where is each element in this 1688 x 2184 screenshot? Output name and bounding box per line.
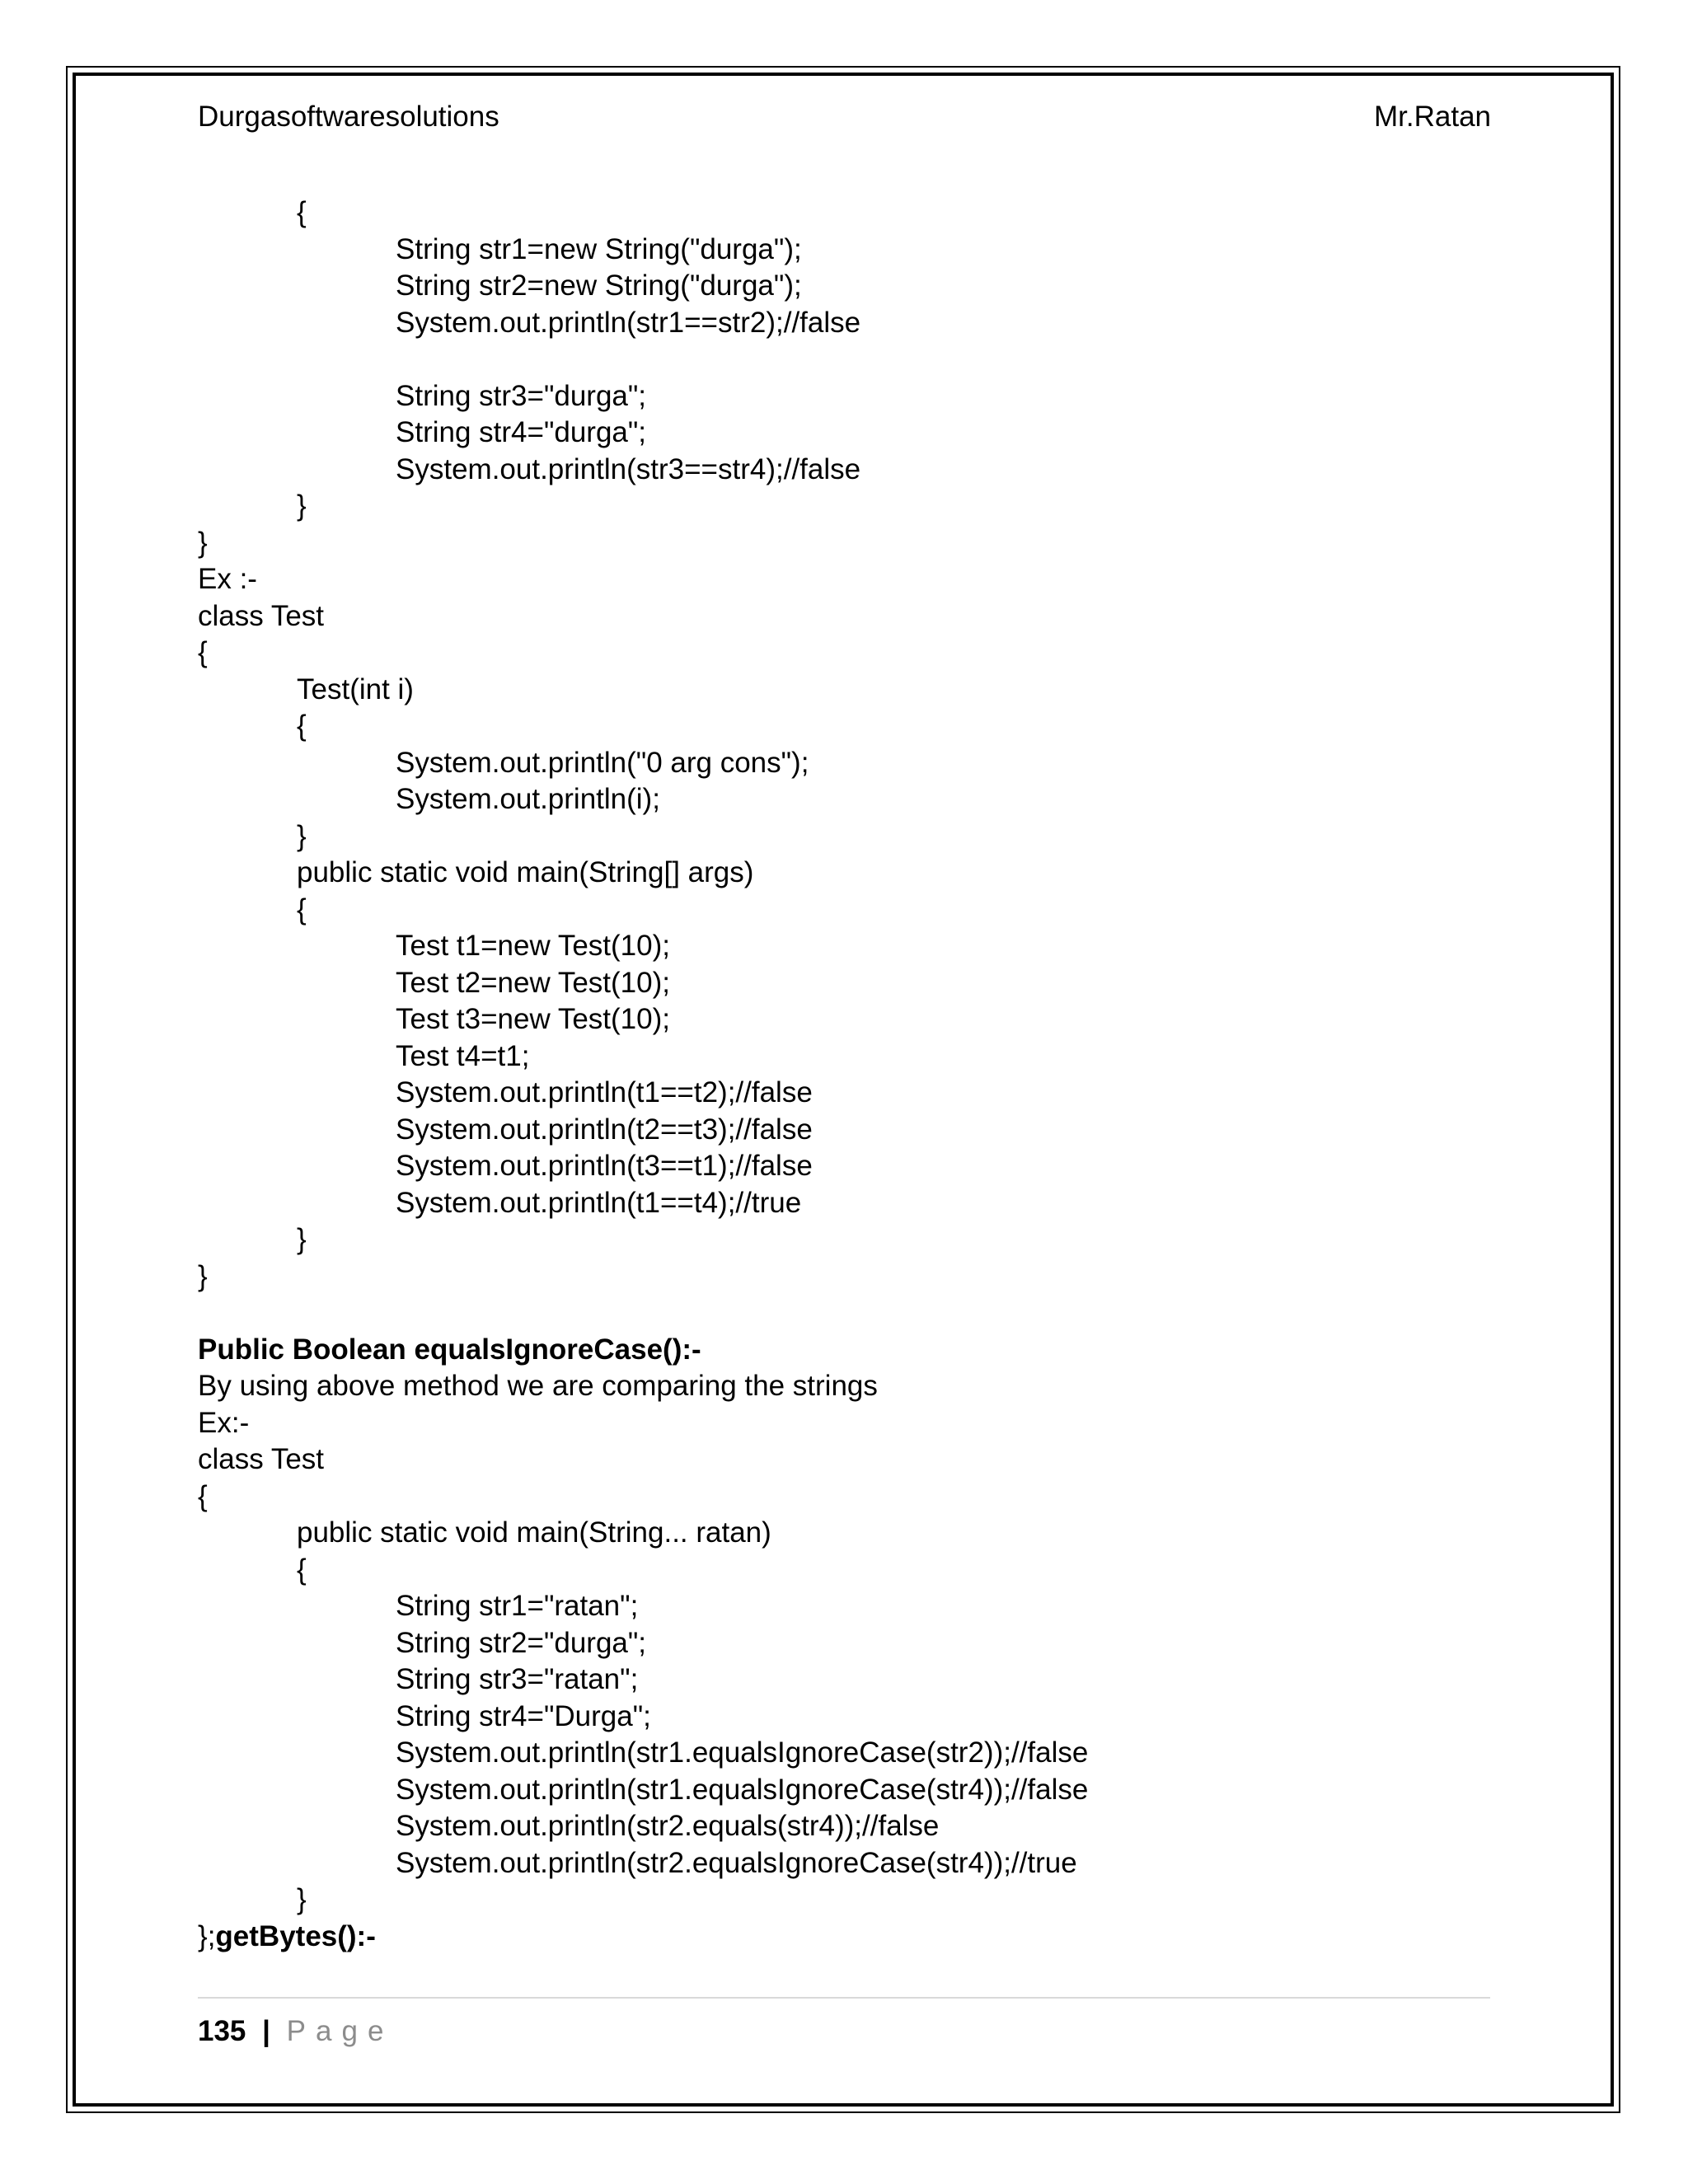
text-line: } <box>297 1223 307 1255</box>
text-line: Ex:- <box>198 1406 250 1439</box>
text-line: System.out.println(i); <box>396 783 660 815</box>
text-line: { <box>297 1553 307 1586</box>
text-line: By using above method we are comparing the strings <box>198 1370 878 1402</box>
page-number: 135 <box>198 2015 246 2047</box>
text-line: } <box>297 819 307 852</box>
text-line: } <box>297 1883 307 1915</box>
text-line: Test t1=new Test(10); <box>396 930 670 962</box>
text-line: System.out.println(str2.equalsIgnoreCase(str4));//true <box>396 1846 1077 1879</box>
text-line: String str3="durga"; <box>396 379 647 412</box>
document-body <box>198 194 1517 1955</box>
text-line: { <box>297 710 307 742</box>
text-line: { <box>198 636 208 668</box>
last-line-prefix: }; <box>198 1919 216 1952</box>
text-line: String str1="ratan"; <box>396 1590 639 1622</box>
section-heading: Public Boolean equalsIgnoreCase():- <box>198 1333 701 1366</box>
text-line: { <box>297 893 307 926</box>
text-line: String str4="Durga"; <box>396 1699 651 1732</box>
text-line: { <box>297 196 307 228</box>
text-line: String str3="ratan"; <box>396 1663 639 1695</box>
blank-line <box>198 1295 1517 1332</box>
text-line: } <box>198 1259 208 1292</box>
text-line: } <box>297 490 307 522</box>
text-line: String str2="durga"; <box>396 1626 647 1659</box>
text-line: System.out.println(t1==t4);//true <box>396 1186 802 1219</box>
text-line: Test(int i) <box>297 673 414 705</box>
text-line: { <box>198 1479 208 1512</box>
text-line: System.out.println(t2==t3);//false <box>396 1113 813 1146</box>
text-line: String str2=new String("durga"); <box>396 269 802 302</box>
text-line: System.out.println(t3==t1);//false <box>396 1150 813 1182</box>
text-line: System.out.println(str2.equals(str4));//false <box>396 1810 940 1842</box>
text-line: System.out.println(str1==str2);//false <box>396 306 861 339</box>
text-line: public static void main(String[] args) <box>297 856 754 888</box>
last-line <box>198 1919 1517 1956</box>
text-line: String str4="durga"; <box>396 416 647 448</box>
text-line: class Test <box>198 1443 325 1475</box>
text-line: class Test <box>198 599 325 632</box>
footer-divider <box>198 1997 1490 1999</box>
blank-line <box>198 341 1517 378</box>
text-line: System.out.println(str1.equalsIgnoreCase(str2));//false <box>396 1736 1089 1769</box>
section-heading-getbytes: getBytes():- <box>215 1919 376 1952</box>
footer-separator: | <box>262 2015 270 2047</box>
text-line: System.out.println(str3==str4);//false <box>396 452 861 485</box>
header-company: Durgasoftwaresolutions <box>198 101 499 133</box>
text-line: } <box>198 526 208 559</box>
text-line: Ex :- <box>198 563 257 595</box>
text-line: String str1=new String("durga"); <box>396 232 802 265</box>
text-line: public static void main(String... ratan) <box>297 1516 771 1549</box>
text-line: System.out.println(str1.equalsIgnoreCase(str4));//false <box>396 1773 1089 1806</box>
text-line: System.out.println(t1==t2);//false <box>396 1076 813 1108</box>
text-line: Test t4=t1; <box>396 1039 530 1072</box>
text-line: System.out.println("0 arg cons"); <box>396 746 809 779</box>
text-line: Test t2=new Test(10); <box>396 966 670 999</box>
text-line: Test t3=new Test(10); <box>396 1003 670 1035</box>
header-author: Mr.Ratan <box>1374 101 1491 133</box>
code-lines <box>198 194 1517 1919</box>
page-footer <box>198 2013 393 2050</box>
page-label: Page <box>286 2015 394 2047</box>
